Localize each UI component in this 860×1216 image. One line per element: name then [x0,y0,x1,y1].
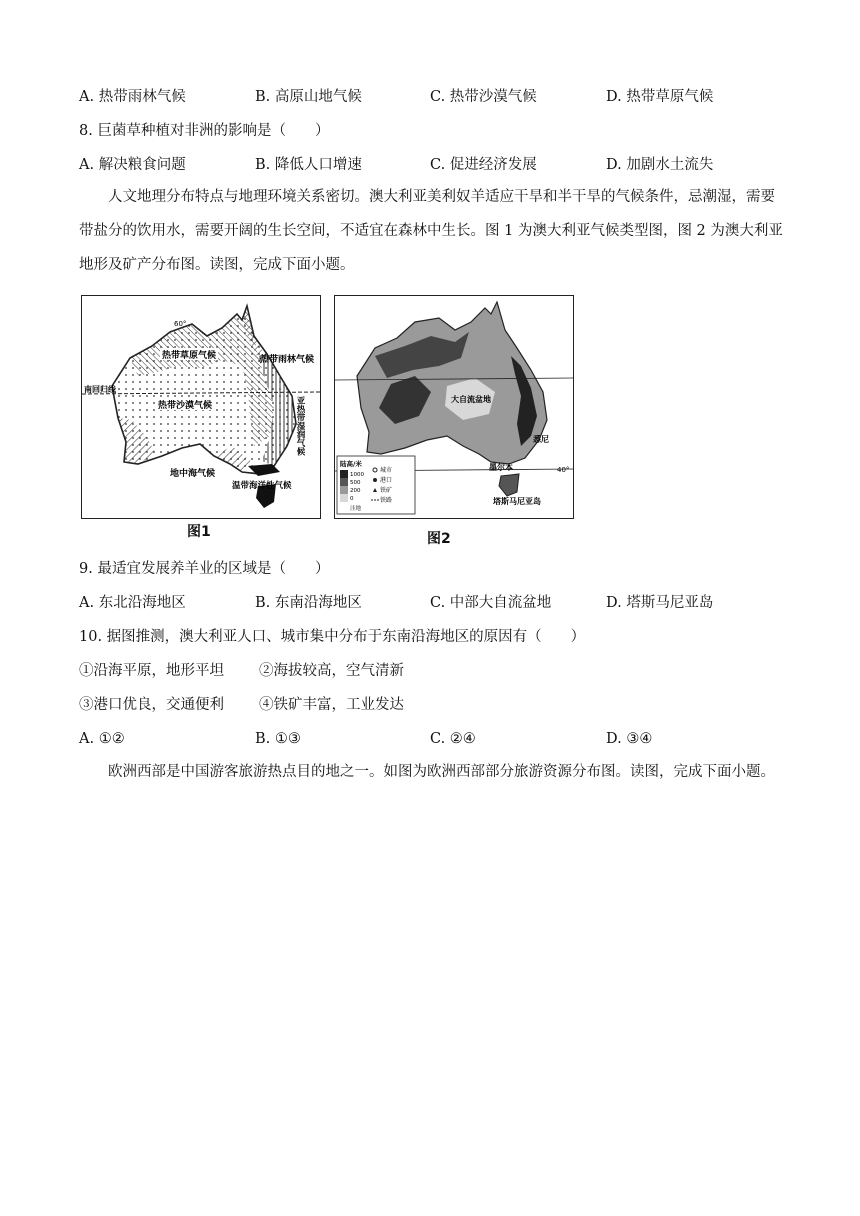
label-subtropical: 亚热带湿润气候 [295,396,305,456]
label-basin: 大自流盆地 [451,395,491,404]
oceanic-region [248,464,280,476]
q7-option-c[interactable]: C. 热带沙漠气候 [430,89,537,105]
label-savanna: 热带草原气候 [162,351,217,361]
q10-statement-2: ②海拔较高，空气清新 [259,663,404,679]
label-tropic: 南回归线 [84,385,116,394]
australia-terrain-svg [335,296,573,518]
q8-stem: 8. 巨菌草种植对非洲的影响是（ ） [79,123,330,139]
figure-1-climate-map [81,295,321,519]
svg-text:城市: 城市 [380,467,393,474]
q10-option-d[interactable]: D. ③④ [606,731,653,747]
q9-option-d[interactable]: D. 塔斯马尼亚岛 [606,595,714,611]
figure-2-terrain-map [334,295,574,519]
label-blackhill: 黑德兰 [345,349,369,358]
svg-text:0: 0 [350,496,354,502]
label-melbourne: 墨尔本 [489,463,513,472]
q9-stem: 9. 最适宜发展养羊业的区域是（ ） [79,561,330,577]
svg-text:铁矿: 铁矿 [380,487,393,494]
q10-statement-4: ④铁矿丰富，工业发达 [259,697,404,713]
q7-option-d[interactable]: D. 热带草原气候 [606,89,714,105]
svg-text:200: 200 [350,488,361,494]
q7-option-b[interactable]: B. 高原山地气候 [255,89,362,105]
passage-australia: 人文地理分布特点与地理环境关系密切。澳大利亚美利奴羊适应干旱和半干旱的气候条件，忌潮湿，需要带盐分的饮用水，需要开阔的生长空间，不适宜在森林中生长。图 1 为澳大利亚气候类型图，图 2 为澳大利亚地形及矿产分布图。读图，完成下面小题。 [79,189,783,273]
tasmania-terrain [499,474,519,496]
q8-option-b[interactable]: B. 降低人口增速 [255,157,362,173]
figure2-legend [337,456,415,514]
label-rainforest: 热带雨林气候 [260,355,315,365]
figure-2-caption: 图2 [427,531,451,547]
label-mediterranean: 地中海气候 [170,469,216,479]
label-60: 60° [174,320,187,328]
q10-statement-3: ③港口优良，交通便利 [79,697,224,713]
australia-climate-svg [82,296,320,518]
q10-statement-1: ①沿海平原，地形平坦 [79,663,224,679]
q9-option-a[interactable]: A. 东北沿海地区 [79,595,186,611]
q8-option-d[interactable]: D. 加剧水土流失 [606,157,714,173]
q10-option-b[interactable]: B. ①③ [255,731,301,747]
q10-option-c[interactable]: C. ②④ [430,731,476,747]
label-desert: 热带沙漠气候 [158,401,213,411]
label-tasmania: 塔斯马尼亚岛 [493,497,541,506]
svg-text:洼地: 洼地 [350,506,362,512]
label-oceanic: 温带海洋性气候 [232,481,292,491]
q9-option-c[interactable]: C. 中部大自流盆地 [430,595,552,611]
passage-western-europe: 欧洲西部是中国游客旅游热点目的地之一。如图为欧洲西部部分旅游资源分布图。读图，完成下面小题。 [108,764,775,780]
q10-stem: 10. 据图推测，澳大利亚人口、城市集中分布于东南沿海地区的原因有（ ） [79,629,586,645]
q8-option-c[interactable]: C. 促进经济发展 [430,157,537,173]
svg-text:1000: 1000 [350,472,364,478]
svg-text:500: 500 [350,480,361,486]
label-40: 40° [557,466,570,474]
svg-text:港口: 港口 [380,477,393,484]
q8-option-a[interactable]: A. 解决粮食问题 [79,157,186,173]
q10-option-a[interactable]: A. ①② [79,731,125,747]
svg-text:陆高/米: 陆高/米 [340,460,362,468]
svg-text:铁路: 铁路 [380,497,393,504]
figure-1-caption: 图1 [187,524,211,540]
q7-option-a[interactable]: A. 热带雨林气候 [79,89,186,105]
label-sydney: 悉尼 [533,435,549,444]
q9-option-b[interactable]: B. 东南沿海地区 [255,595,362,611]
